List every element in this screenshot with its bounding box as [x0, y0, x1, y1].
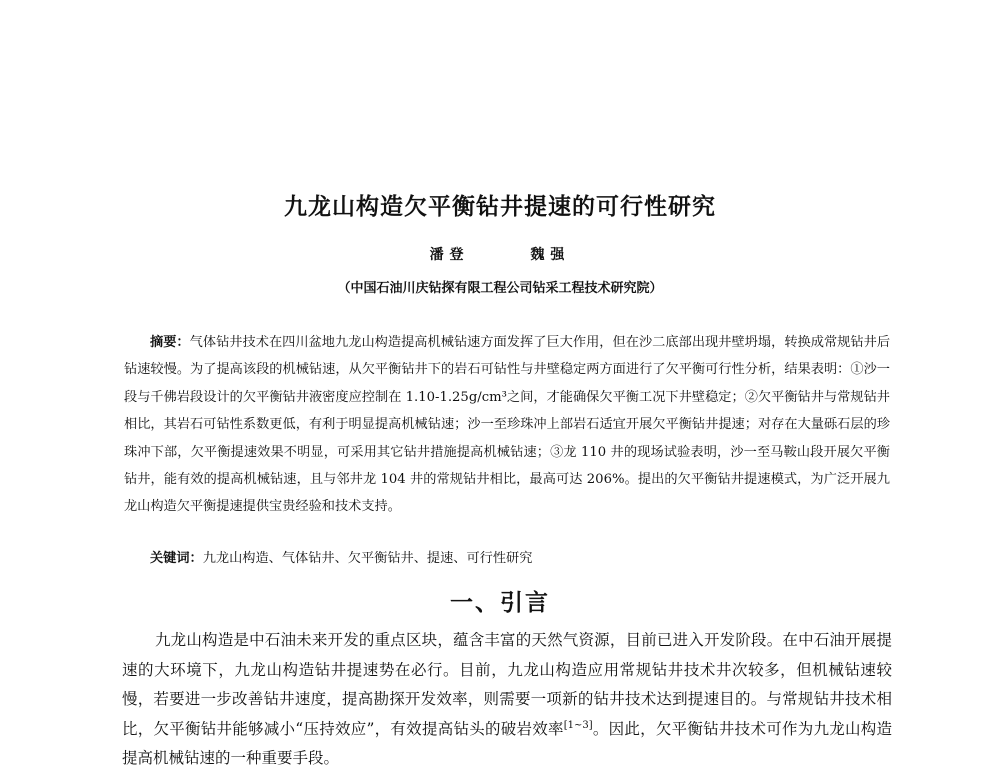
- section-heading: 一、引言: [450, 589, 550, 616]
- author-name: 魏强: [530, 247, 571, 263]
- abstract-text: 气体钻井技术在四川盆地九龙山构造提高机械钻速方面发挥了巨大作用，但在沙二底部出现井壁坍塌，转换成常规钻井后钻速较慢。为了提高该段的机械钻速，从欠平衡钻井下的岩石可钻性与井壁稳定两方面进行了欠平衡可行性分析，结果表明：①沙一段与千佛岩段设计的欠平衡钻井液密度应控制在 1.10-1.25g/cm³之间，才能确保欠平衡工况下井壁稳定；②欠平衡钻井与常规钻井相比，其岩石可钻性系数更低，有利于明显提高机械钻速；沙一至珍珠冲上部岩石适宜开展欠平衡钻井提速；对存在大量砾石层的珍珠冲下部，欠平衡提速效果不明显，可采用其它钻井措施提高机械钻速；③龙 110 井的现场试验表明，沙一至马鞍山段开展欠平衡钻井，能有效的提高机械钻速，且与邻井龙 104 井的常规钻井相比，最高可达 206%。提出的欠平衡钻井提速模式，为广泛开展九龙山构造欠平衡提速提供宝贵经验和技术支持。: [124, 335, 891, 515]
- author-list: [0, 244, 1000, 264]
- intro-text: 九龙山构造是中石油未来开发的重点区块，蕴含丰富的天然气资源，目前已进入开发阶段。在中石油开展提速的大环境下，九龙山构造钻井提速势在必行。目前，九龙山构造应用常规钻井技术井次较多，但机械钻速较慢，若要进一步改善钻井速度，提高勘探开发效率，则需要一项新的钻井技术达到提速目的。与常规钻井技术相比，欠平衡钻井能够减小“压持效应”，有效提高钻头的破岩效率: [122, 631, 892, 738]
- abstract-label: 摘要：: [150, 335, 190, 350]
- paper-title: 九龙山构造欠平衡钻井提速的可行性研究: [284, 194, 716, 220]
- intro-text-continued: 。因此，欠平衡钻井技术可作为九龙山构造提高机械钻速的一种重要手段。: [122, 719, 892, 767]
- citation: [1~3]: [563, 719, 593, 731]
- keywords: [150, 547, 890, 566]
- intro-paragraph: [122, 626, 892, 774]
- keywords-text: 九龙山构造、气体钻井、欠平衡钻井、提速、可行性研究: [202, 551, 533, 566]
- author-name: 潘登: [429, 247, 470, 263]
- abstract: [124, 329, 890, 521]
- keywords-label: 关键词：: [150, 551, 203, 566]
- affiliation: （中国石油川庆钻探有限工程公司钻采工程技术研究院）: [337, 281, 663, 296]
